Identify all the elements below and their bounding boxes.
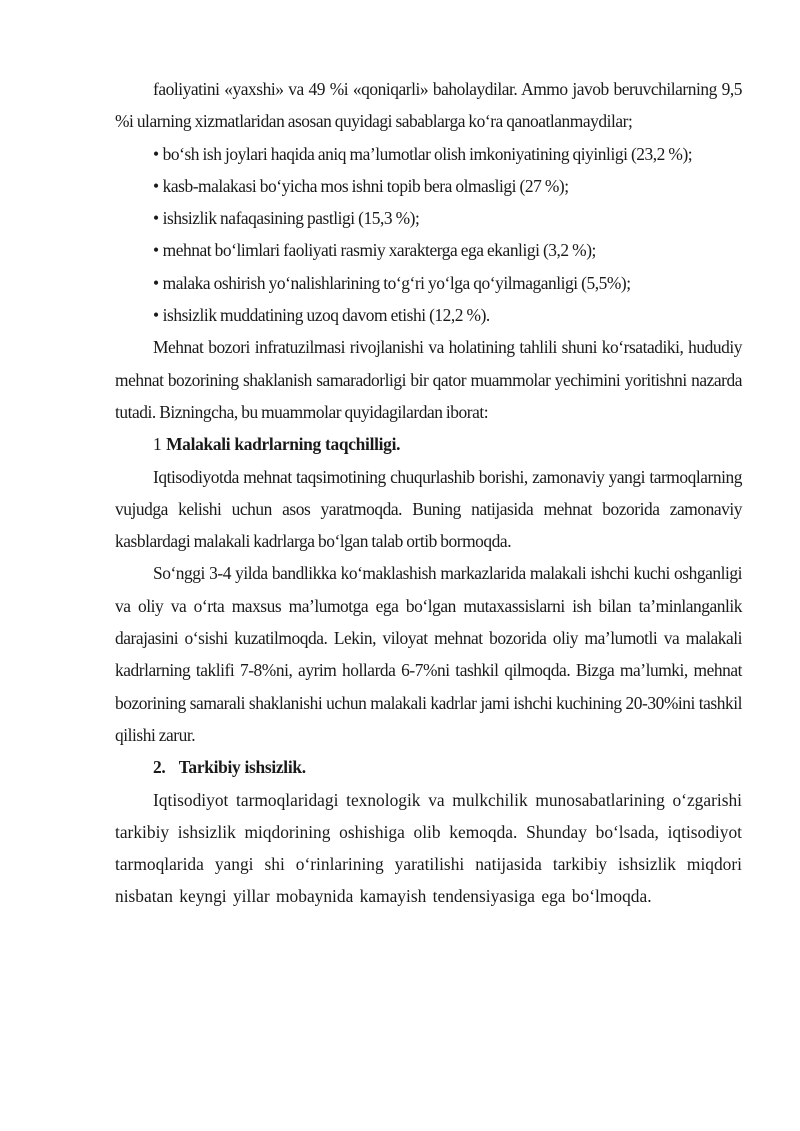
bullet-mark: • — [153, 272, 159, 293]
bullet-text: ishsizlik muddatining uzoq davom etishi (12,2 %). — [162, 305, 490, 326]
bullet-mark: • — [153, 143, 159, 164]
bullet-mark: • — [153, 305, 159, 326]
section-1-title: Malakali kadrlarning taqchilligi. — [166, 434, 401, 455]
bullet-text: ishsizlik nafaqasining pastligi (15,3 %); — [162, 208, 420, 229]
bullet-text: kasb-malakasi bo‘yicha mos ishni topib bera olmasligi (27 %); — [162, 175, 569, 196]
section-2-paragraph: Iqtisodiyot tarmoqlaridagi texnologik va mulkchilik munosabatlarining o‘zgarishi tarkibiy ishsizlik miqdorining oshishiga olib kemoqda. Shunday bo‘lsada, iqtisodiyot tarmoqlarida yangi shi o‘rinlarining yaratilishi natijasida tarkibiy ishsizlik miqdori nisbatan keyngi yillar mobaynida kamayish tendensiyasiga ega bo‘lmoqda. — [115, 789, 742, 907]
bullet-text: bo‘sh ish joylari haqida aniq ma’lumotlar olish imkoniyatining qiyinligi (23,2 %); — [162, 143, 693, 164]
infrastructure-paragraph: Mehnat bozori infratuzilmasi rivojlanishi va holatining tahlili shuni ko‘rsatadiki, hududiy mehnat bozorining shaklanish samaradorligi bir qator muammolar yechimini yoritishni nazarda tutadi. Bizningcha, bu muammolar quyidagilardan iborat: — [115, 337, 742, 422]
section-2-title: Tarkibiy ishsizlik. — [178, 757, 306, 778]
bullet-mark: • — [153, 175, 159, 196]
section-1-heading — [115, 428, 742, 460]
bullet-item — [115, 138, 742, 170]
section-2-number: 2. — [153, 757, 166, 778]
section-1-number: 1 — [153, 434, 162, 455]
section-1-paragraph-b: So‘nggi 3-4 yilda bandlikka ko‘maklashish markazlarida malakali ishchi kuchi oshganligi va oliy va o‘rta maxsus ma’lumotga ega bo‘lgan mutaxassislarni ish bilan ta’minlanganlik darajasini o‘sishi kuzatilmoqda. Lekin, viloyat mehnat bozorida oliy ma’lumotli va malakali kadrlarning taklifi 7-8%ni, ayrim hollarda 6-7%ni tashkil qilmoqda. Bizga ma’lumki, mehnat bozorining samarali shaklanishi uchun malakali kadrlar jami ishchi kuchining 20-30%ini tashkil qilishi zarur. — [115, 563, 742, 745]
section-1-paragraph-a: Iqtisodiyotda mehnat taqsimotining chuqurlashib borishi, zamonaviy yangi tarmoqlarning vujudga kelishi uchun asos yaratmoqda. Buning natijasida mehnat bozorida zamonaviy kasblardagi malakali kadrlarga bo‘lgan talab ortib bormoqda. — [115, 466, 742, 552]
page-content — [115, 73, 742, 913]
section-2-heading — [115, 751, 742, 783]
bullet-mark: • — [153, 240, 159, 261]
bullet-item — [115, 202, 742, 234]
intro-paragraph: faoliyatini «yaxshi» va 49 %i «qoniqarli» baholaydilar. Ammo javob beruvchilarning 9,5 %i ularning xizmatlaridan asosan quyidagi sabablarga ko‘ra qanoatlanmaydilar; — [115, 79, 742, 132]
bullet-text: malaka oshirish yo‘nalishlarining to‘g‘ri yo‘lga qo‘yilmaganligi (5,5%); — [162, 272, 631, 293]
bullet-item — [115, 234, 742, 266]
bullet-item — [115, 267, 742, 299]
bullet-mark: • — [153, 208, 159, 229]
bullet-item — [115, 170, 742, 202]
bullet-text: mehnat bo‘limlari faoliyati rasmiy xarakterga ega ekanligi (3,2 %); — [162, 240, 596, 261]
bullet-item — [115, 299, 742, 331]
